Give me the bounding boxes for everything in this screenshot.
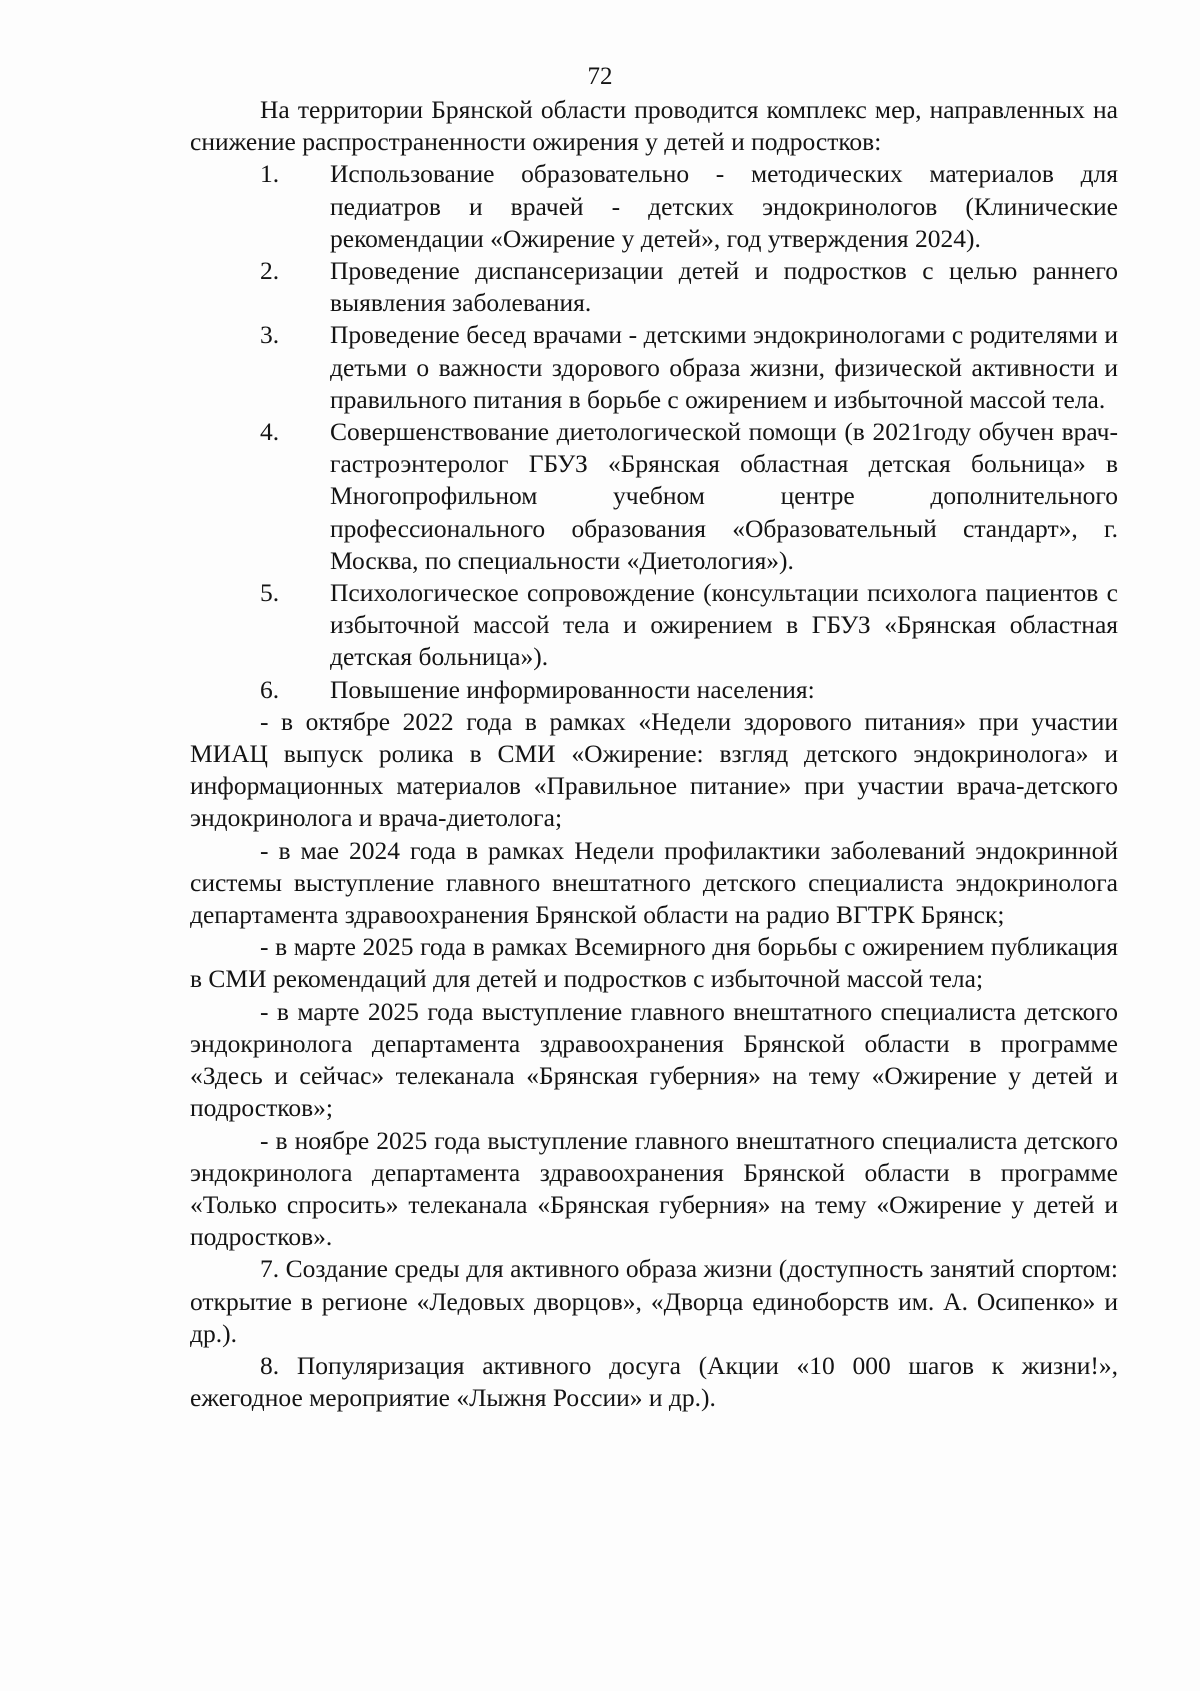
intro-paragraph: На территории Брянской области проводится комплекс мер, направленных на снижение распространенности ожирения у детей и подростков: [190,95,1118,157]
sub-item: - в ноябре 2025 года выступление главного внештатного специалиста детского эндокринолога департамента здравоохранения Брянской области в программе «Только спросить» телеканала «Брянская губерния» на тему «Ожирение у детей и подростков». [190,1125,1118,1252]
list-item-text: Использование образовательно - методических материалов для педиатров и врачей - детских эндокринологов (Клинические рекомендации «Ожирение у детей», год утверждения 2024). [330,159,1118,253]
list-item-1 [190,158,1118,255]
list-item-number: 5. [260,578,280,608]
list-item-number: 2. [260,256,280,286]
closing-item-8: 8. Популяризация активного досуга (Акции «10 000 шагов к жизни!», ежегодное мероприятие «Лыжня России» и др.). [190,1350,1118,1413]
list-item-6 [190,674,1118,706]
list-item-text: Проведение бесед врачами - детскими эндокринологами с родителями и детьми о важности здорового образа жизни, физической активности и правильного питания в борьбе с ожирением и избыточной массой тела. [330,320,1118,414]
list-item-text: Совершенствование диетологической помощи (в 2021году обучен врач-гастроэнтеролог ГБУЗ «Брянская областная детская больница» в Многопрофильном учебном центре дополнительного профессионального образования «Образовательный стандарт», г. Москва, по специальности «Диетология»). [330,417,1118,575]
sub-item: - в марте 2025 года выступление главного внештатного специалиста детского эндокринолога департамента здравоохранения Брянской области в программе «Здесь и сейчас» телеканала «Брянская губерния» на тему «Ожирение у детей и подростков»; [190,996,1118,1123]
list-item-3 [190,319,1118,416]
list-item-text: Проведение диспансеризации детей и подростков с целью раннего выявления заболевания. [330,256,1118,318]
list-item-text: Психологическое сопровождение (консультации психолога пациентов с избыточной массой тела и ожирением в ГБУЗ «Брянская областная детская больница»). [330,578,1118,672]
list-item-5 [190,577,1118,674]
document-body [190,94,1118,1414]
list-item-number: 3. [260,320,280,350]
sub-item: - в октябре 2022 года в рамках «Недели здорового питания» при участии МИАЦ выпуск ролика в СМИ «Ожирение: взгляд детского эндокринолога» и информационных материалов «Правильное питание» при участии врача-детского эндокринолога и врача-диетолога; [190,706,1118,833]
list-item-text: Повышение информированности населения: [330,674,815,704]
list-item-4 [190,416,1118,577]
page-number: 72 [587,63,613,90]
list-item-number: 4. [260,417,280,447]
list-item-2 [190,255,1118,319]
closing-item-7: 7. Создание среды для активного образа жизни (доступность занятий спортом: открытие в регионе «Ледовых дворцов», «Дворца единоборств им. А. Осипенко» и др.). [190,1254,1118,1348]
sub-item: - в марте 2025 года в рамках Всемирного дня борьбы с ожирением публикация в СМИ рекомендаций для детей и подростков с избыточной массой тела; [190,932,1118,994]
list-item-number: 6. [260,674,280,704]
list-item-number: 1. [260,159,280,189]
sub-item: - в мае 2024 года в рамках Недели профилактики заболеваний эндокринной системы выступление главного внештатного детского специалиста эндокринолога департамента здравоохранения Брянской области на радио ВГТРК Брянск; [190,835,1118,930]
